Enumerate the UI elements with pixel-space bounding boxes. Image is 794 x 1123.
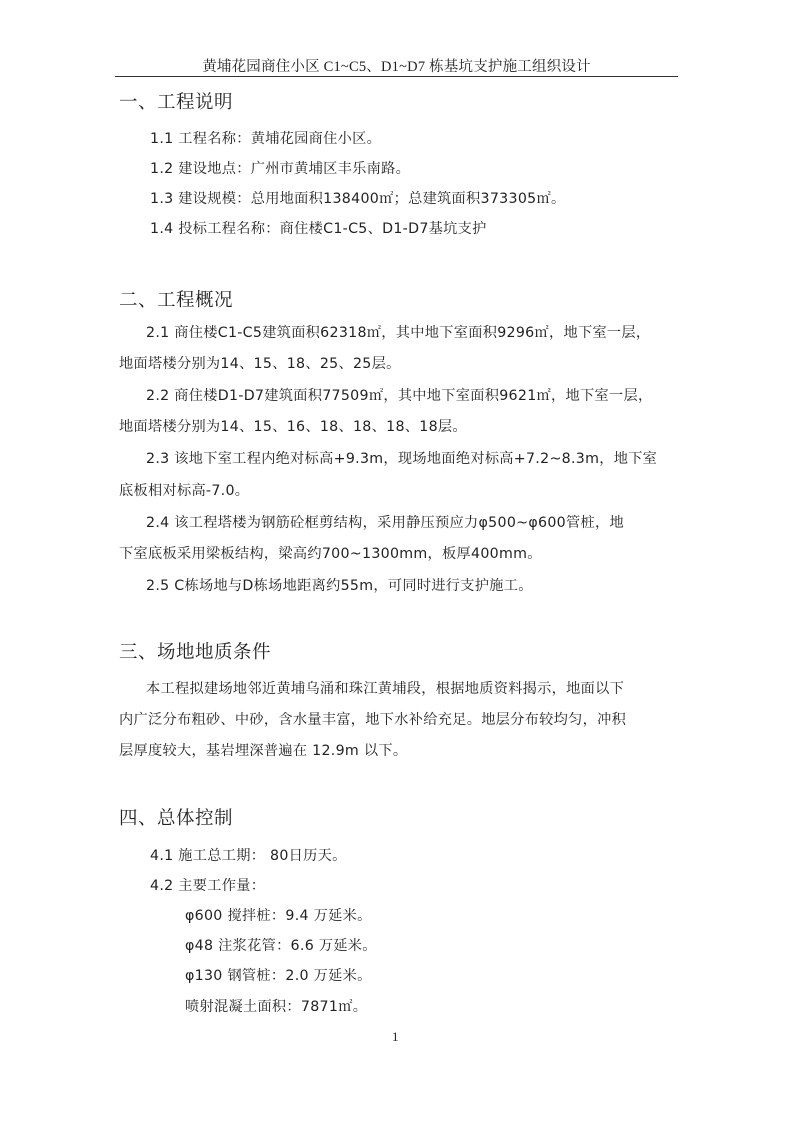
item-2-5: 2.5 C栋场地与D栋场地距离约55m，可同时进行支护施工。 (146, 578, 533, 594)
running-header: 黄埔花园商住小区 C1~C5、D1~D7 栋基坑支护施工组织设计 (202, 59, 591, 75)
item-2-2: 2.2 商住楼D1-D7建筑面积77509㎡，其中地下室面积9621㎡，地下室一层， (146, 388, 653, 404)
section-title-2: 二、工程概况 (119, 290, 234, 311)
item-1-3: 1.3 建设规模：总用地面积138400㎡；总建筑面积373305㎡。 (150, 191, 566, 207)
header-rule (115, 76, 678, 77)
item-2-4: 2.4 该工程塔楼为钢筋砼框剪结构，采用静压预应力φ500~φ600管桩，地 (146, 515, 624, 531)
workload-grout-pipe: φ48 注浆花管：6.6 万延米。 (185, 938, 377, 954)
item-4-1: 4.1 施工总工期： 80日历天。 (150, 848, 347, 864)
geology-para-line-1: 本工程拟建场地邻近黄埔乌涌和珠江黄埔段，根据地质资料揭示，地面以下 (146, 681, 625, 697)
workload-mixing-pile: φ600 搅拌桩：9.4 万延米。 (185, 908, 372, 924)
item-4-2: 4.2 主要工作量： (150, 878, 266, 894)
geology-para-line-3: 层厚度较大，基岩埋深普遍在 12.9m 以下。 (119, 743, 408, 759)
item-1-2: 1.2 建设地点：广州市黄埔区丰乐南路。 (150, 161, 411, 177)
geology-para-line-2: 内广泛分布粗砂、中砂，含水量丰富，地下水补给充足。地层分布较均匀，冲积 (119, 712, 627, 728)
workload-steel-pipe-pile: φ130 钢管桩：2.0 万延米。 (185, 968, 372, 984)
item-2-2-cont: 地面塔楼分别为14、15、16、18、18、18、18层。 (119, 419, 467, 435)
item-1-1: 1.1 工程名称：黄埔花园商住小区。 (150, 131, 382, 147)
item-2-1-cont: 地面塔楼分别为14、15、18、25、25层。 (119, 356, 401, 372)
page-number: 1 (392, 1029, 399, 1044)
section-title-3: 三、场地地质条件 (119, 642, 272, 663)
section-title-4: 四、总体控制 (119, 808, 234, 829)
item-1-4: 1.4 投标工程名称：商住楼C1-C5、D1-D7基坑支护 (150, 221, 487, 237)
item-2-1: 2.1 商住楼C1-C5建筑面积62318㎡，其中地下室面积9296㎡，地下室一层， (146, 325, 651, 341)
workload-shotcrete-area: 喷射混凝土面积：7871㎡。 (185, 999, 368, 1015)
item-2-3: 2.3 该地下室工程内绝对标高+9.3m，现场地面绝对标高+7.2~8.3m，地下室 (146, 451, 658, 467)
item-2-4-cont: 下室底板采用梁板结构，梁高约700~1300mm，板厚400mm。 (119, 546, 542, 562)
item-2-3-cont: 底板相对标高-7.0。 (119, 483, 250, 499)
section-title-1: 一、工程说明 (119, 92, 234, 113)
